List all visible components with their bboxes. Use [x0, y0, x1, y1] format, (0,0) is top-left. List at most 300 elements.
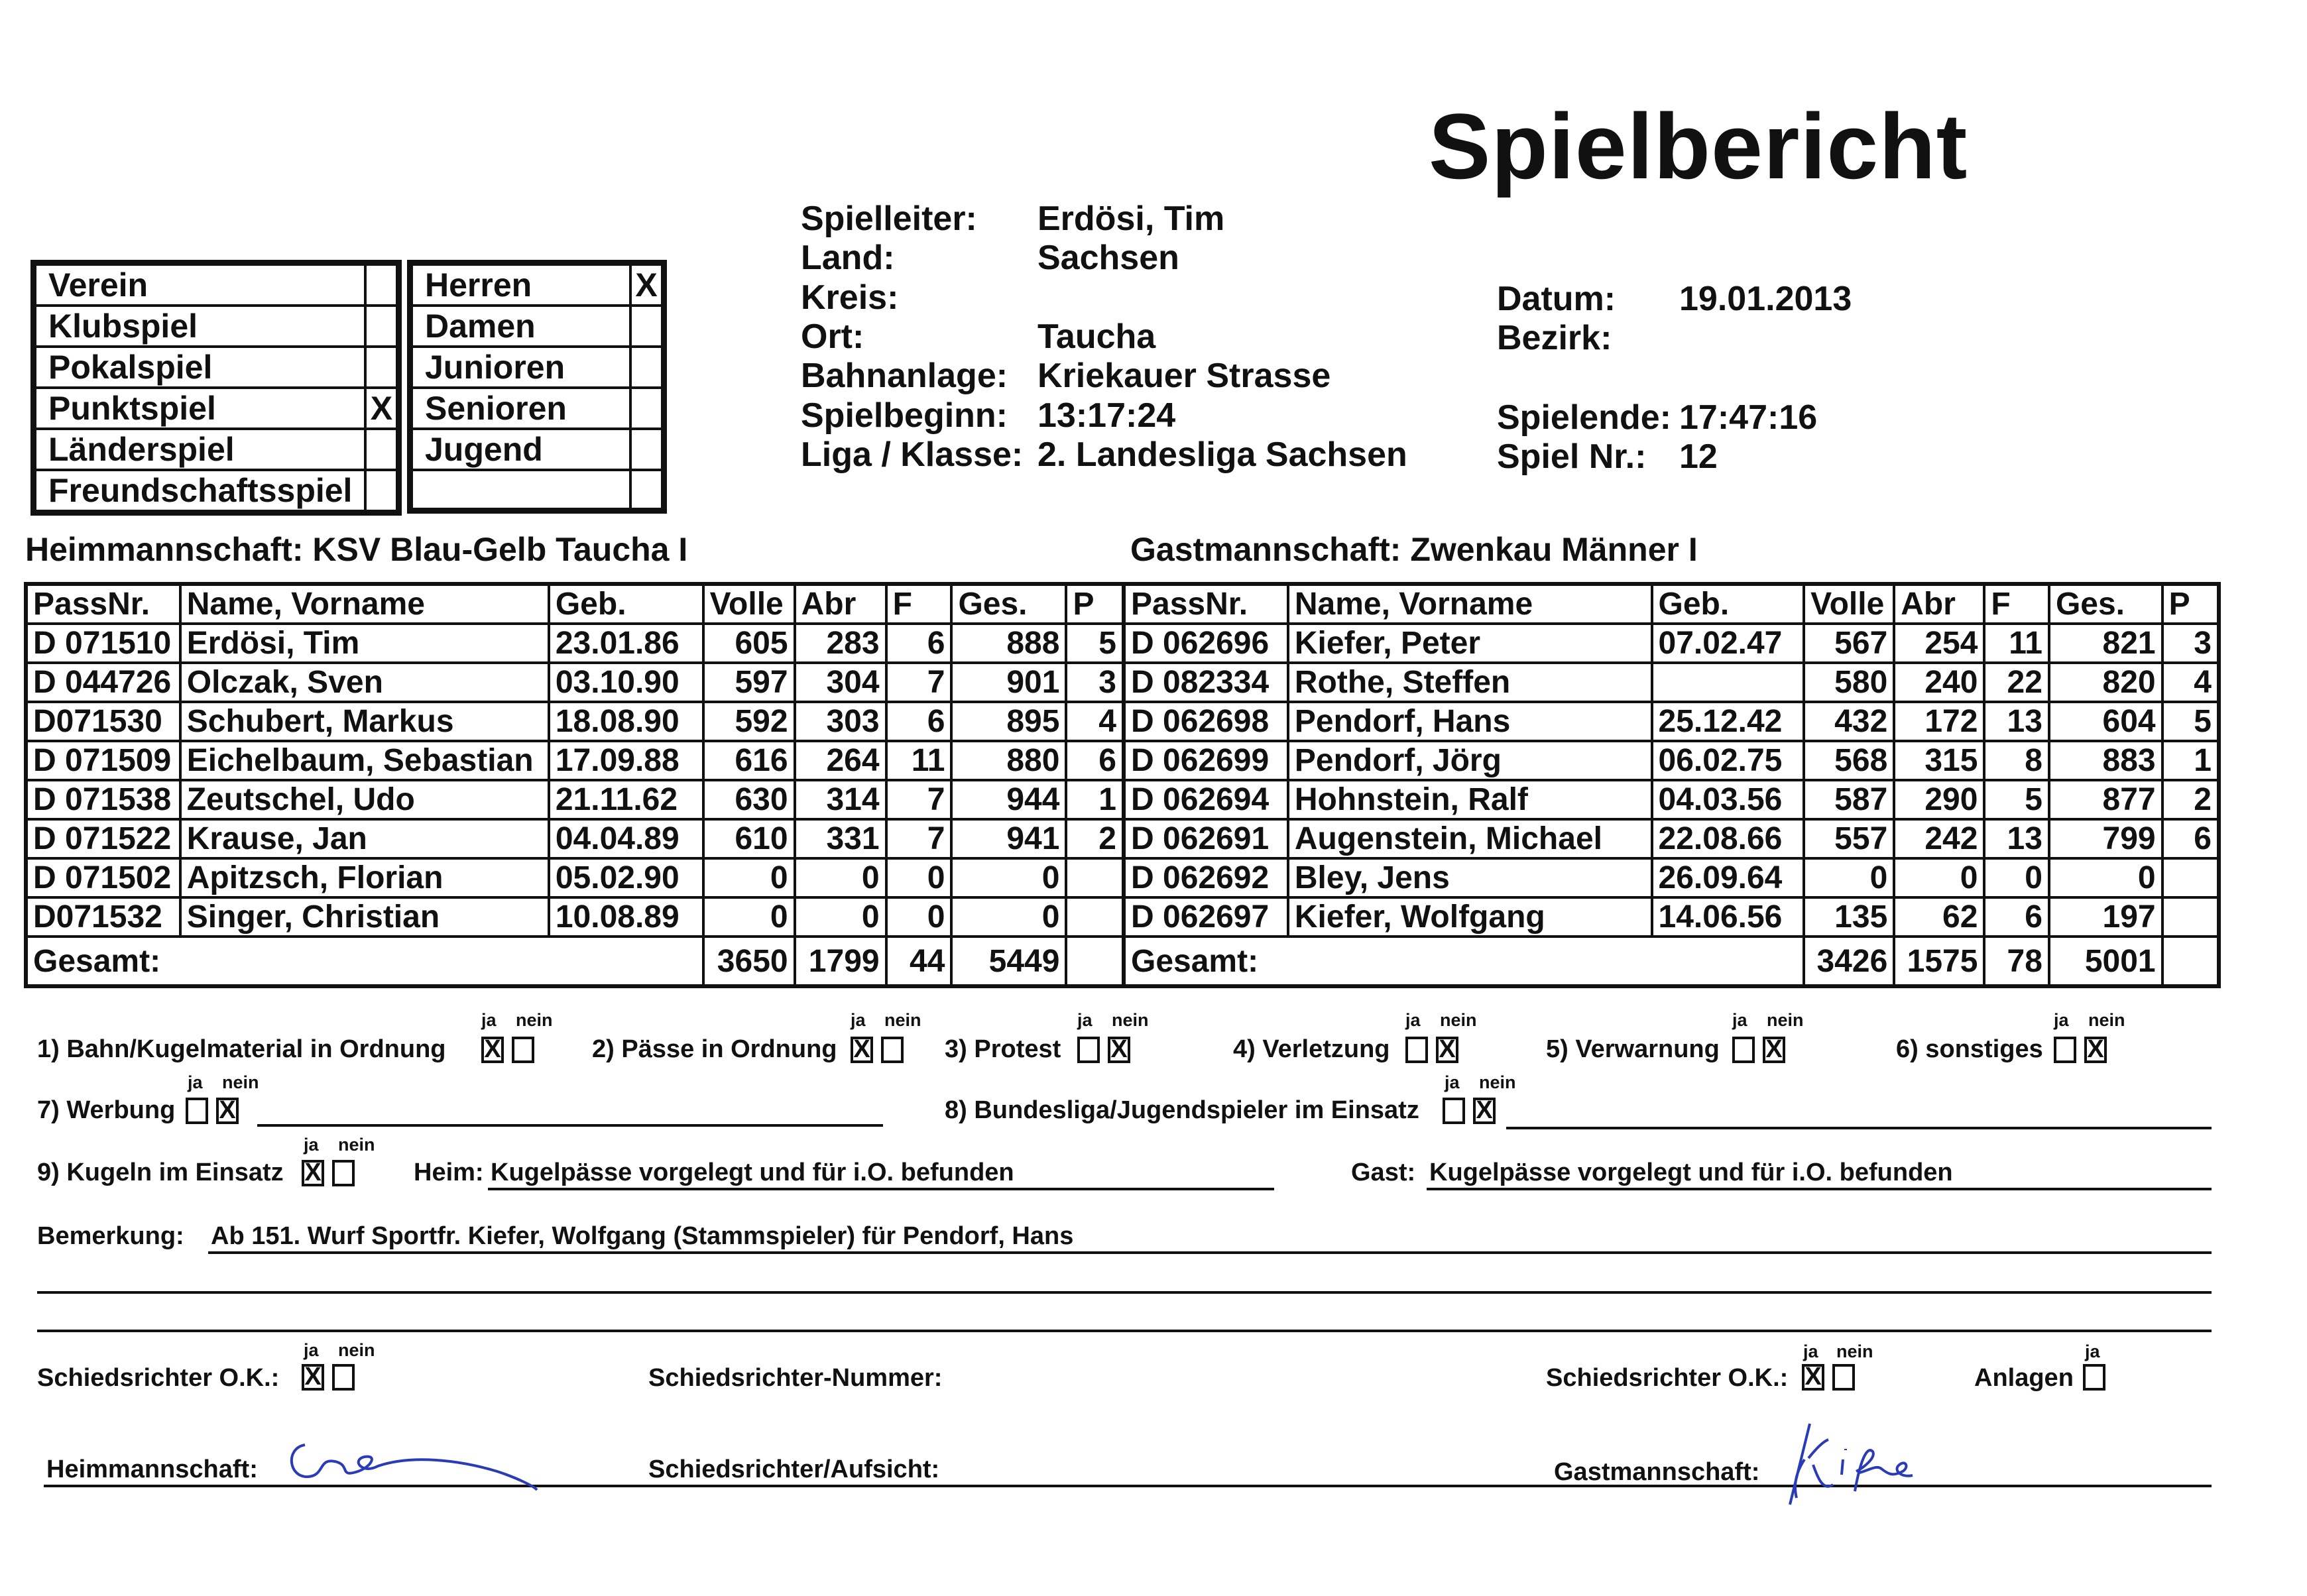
bemerkung-line-2	[37, 1291, 2212, 1294]
home-cell: 05.02.90	[549, 858, 703, 897]
guest-cell: 1	[2162, 741, 2219, 780]
home-column-header: PassNr.	[26, 584, 180, 624]
home-cell: 21.11.62	[549, 780, 703, 819]
home-cell: 0	[886, 897, 952, 937]
guest-column-header: P	[2162, 584, 2219, 624]
home-cell: 880	[951, 741, 1066, 780]
home-cell: D 071502	[26, 858, 180, 897]
category-jugend-mark[interactable]	[630, 429, 662, 470]
guest-cell: 432	[1804, 702, 1894, 741]
gast-line	[1427, 1188, 2212, 1190]
home-cell	[1066, 858, 1124, 897]
guest-cell: 11	[1984, 624, 2049, 663]
datum-value: 19.01.2013	[1679, 280, 1852, 318]
match-type-laenderspiel-mark[interactable]	[365, 429, 397, 470]
bemerkung-text: Ab 151. Wurf Sportfr. Kiefer, Wolfgang (Stammspieler) für Pendorf, Hans	[211, 1222, 1074, 1250]
match-type-klubspiel: Klubspiel	[35, 306, 365, 347]
sr-ok-ja-checkbox[interactable]: X	[302, 1364, 324, 1391]
guest-player-table	[1122, 582, 2221, 988]
ja-label: ja	[304, 1340, 319, 1360]
sr-nummer-label: Schiedsrichter-Nummer:	[648, 1364, 943, 1392]
q9-ja-checkbox[interactable]: X	[302, 1160, 324, 1186]
home-cell: 605	[703, 624, 795, 663]
datum-label: Datum:	[1497, 280, 1616, 318]
ja-label: ja	[1445, 1072, 1460, 1092]
home-cell: 616	[703, 741, 795, 780]
guest-cell: 604	[2049, 702, 2162, 741]
home-cell: 0	[951, 897, 1066, 937]
guest-cell: 2	[2162, 780, 2219, 819]
match-type-klubspiel-mark[interactable]	[365, 306, 397, 347]
guest-column-header: Ges.	[2049, 584, 2162, 624]
home-column-header: Ges.	[951, 584, 1066, 624]
home-cell: 0	[795, 858, 886, 897]
guest-player-row	[1124, 741, 2219, 780]
home-cell: 888	[951, 624, 1066, 663]
liga-label: Liga / Klasse:	[801, 435, 1024, 474]
spielleiter-value: Erdösi, Tim	[1037, 200, 1225, 238]
q8-label: 8) Bundesliga/Jugendspieler im Einsatz	[945, 1096, 1419, 1124]
home-cell: 901	[951, 663, 1066, 702]
home-player-row	[26, 858, 1124, 897]
nein-label: nein	[338, 1135, 375, 1155]
home-player-table	[24, 582, 1126, 988]
guest-cell: 22	[1984, 663, 2049, 702]
home-total-value: 1799	[795, 937, 886, 986]
guest-total-value: 3426	[1804, 937, 1894, 986]
home-cell: 264	[795, 741, 886, 780]
guest-cell: 877	[2049, 780, 2162, 819]
match-type-punktspiel-mark[interactable]: X	[365, 388, 397, 429]
q3-label: 3) Protest	[945, 1035, 1061, 1063]
match-type-box	[30, 260, 402, 516]
home-total-value: 44	[886, 937, 952, 986]
home-cell: 3	[1066, 663, 1124, 702]
ja-label: ja	[1405, 1010, 1421, 1030]
home-cell: 0	[703, 858, 795, 897]
category-herren-mark[interactable]: X	[630, 264, 662, 306]
guest-cell: D 062696	[1124, 624, 1288, 663]
guest-cell: 883	[2049, 741, 2162, 780]
home-cell: 11	[886, 741, 952, 780]
q1-ja-checkbox[interactable]: X	[481, 1037, 504, 1063]
guest-total-label: Gesamt:	[1124, 937, 1804, 986]
home-cell: 03.10.90	[549, 663, 703, 702]
q9-nein-checkbox[interactable]	[332, 1160, 355, 1186]
guest-cell: 0	[1984, 858, 2049, 897]
nein-label: nein	[1767, 1010, 1804, 1030]
q6-label: 6) sonstiges	[1896, 1035, 2043, 1063]
home-cell: 610	[703, 819, 795, 858]
guest-total-value: 78	[1984, 937, 2049, 986]
q7-nein-checkbox[interactable]: X	[216, 1098, 239, 1124]
nein-label: nein	[338, 1340, 375, 1360]
page-title: Spielbericht	[1429, 94, 1968, 198]
category-damen: Damen	[412, 306, 630, 347]
guest-cell: 26.09.64	[1652, 858, 1804, 897]
guest-cell: 0	[2049, 858, 2162, 897]
guest-cell: 290	[1894, 780, 1984, 819]
guest-player-row	[1124, 819, 2219, 858]
home-cell: 6	[886, 702, 952, 741]
home-cell: 1	[1066, 780, 1124, 819]
guest-signature	[1777, 1412, 1962, 1511]
home-cell: D 044726	[26, 663, 180, 702]
home-column-header: P	[1066, 584, 1124, 624]
home-cell: 0	[951, 858, 1066, 897]
home-cell: 592	[703, 702, 795, 741]
home-player-row	[26, 702, 1124, 741]
q9-label: 9) Kugeln im Einsatz	[37, 1159, 284, 1186]
guest-cell: 0	[1894, 858, 1984, 897]
guest-cell: 5	[2162, 702, 2219, 741]
guest-cell: Pendorf, Jörg	[1288, 741, 1652, 780]
guest-column-header: Volle	[1804, 584, 1894, 624]
home-cell: D 071522	[26, 819, 180, 858]
ort-value: Taucha	[1037, 317, 1156, 356]
home-cell: 314	[795, 780, 886, 819]
home-total-row	[26, 937, 1124, 986]
guest-column-header: F	[1984, 584, 2049, 624]
bahnanlage-label: Bahnanlage:	[801, 357, 1008, 395]
guest-cell: 557	[1804, 819, 1894, 858]
spielleiter-label: Spielleiter:	[801, 200, 977, 238]
guest-cell: D 062699	[1124, 741, 1288, 780]
kreis-label: Kreis:	[801, 278, 899, 317]
nein-label: nein	[884, 1010, 921, 1030]
guest-cell: D 082334	[1124, 663, 1288, 702]
ja-label: ja	[2054, 1010, 2069, 1030]
ja-label: ja	[481, 1010, 497, 1030]
guest-column-header: Geb.	[1652, 584, 1804, 624]
match-type-verein: Verein	[35, 264, 365, 306]
guest-cell: Bley, Jens	[1288, 858, 1652, 897]
q2-label: 2) Pässe in Ordnung	[592, 1035, 837, 1063]
q3-ja-checkbox[interactable]	[1077, 1037, 1100, 1063]
guest-cell: 8	[1984, 741, 2049, 780]
category-damen-mark[interactable]	[630, 306, 662, 347]
guest-cell: 254	[1894, 624, 1984, 663]
guest-cell: D 062691	[1124, 819, 1288, 858]
home-cell: 04.04.89	[549, 819, 703, 858]
match-type-freundschaftsspiel: Freundschaftsspiel	[35, 470, 365, 511]
spielbeginn-value: 13:17:24	[1037, 396, 1176, 435]
q2-ja-checkbox[interactable]: X	[851, 1037, 873, 1063]
sr-ok2-nein-checkbox[interactable]	[1832, 1364, 1855, 1391]
home-cell: 23.01.86	[549, 624, 703, 663]
q4-label: 4) Verletzung	[1233, 1035, 1390, 1063]
bezirk-label: Bezirk:	[1497, 319, 1612, 357]
gastmannschaft-sign-label: Gastmannschaft:	[1554, 1458, 1760, 1486]
nein-label: nein	[1112, 1010, 1149, 1030]
home-player-row	[26, 780, 1124, 819]
guest-column-header: Abr	[1894, 584, 1984, 624]
guest-player-row	[1124, 780, 2219, 819]
category-junioren-mark[interactable]	[630, 347, 662, 388]
home-cell: Erdösi, Tim	[180, 624, 549, 663]
guest-cell: Augenstein, Michael	[1288, 819, 1652, 858]
nein-label: nein	[1479, 1072, 1516, 1092]
home-cell: 17.09.88	[549, 741, 703, 780]
home-cell: 2	[1066, 819, 1124, 858]
q1-label: 1) Bahn/Kugelmaterial in Ordnung	[37, 1035, 446, 1063]
home-column-header: Volle	[703, 584, 795, 624]
home-cell: Singer, Christian	[180, 897, 549, 937]
home-cell: D 071538	[26, 780, 180, 819]
home-cell: 0	[886, 858, 952, 897]
home-cell: 0	[703, 897, 795, 937]
guest-cell: 240	[1894, 663, 1984, 702]
nein-label: nein	[2088, 1010, 2125, 1030]
home-player-row	[26, 897, 1124, 937]
liga-value: 2. Landesliga Sachsen	[1037, 435, 1407, 474]
home-cell: D071532	[26, 897, 180, 937]
sr-ok-nein-checkbox[interactable]	[332, 1364, 355, 1391]
bemerkung-line-3	[37, 1330, 2212, 1332]
spielende-label: Spielende:	[1497, 398, 1671, 437]
sr-ok-label: Schiedsrichter O.K.:	[37, 1364, 280, 1392]
home-cell: 10.08.89	[549, 897, 703, 937]
spielnr-label: Spiel Nr.:	[1497, 437, 1647, 476]
guest-cell: 580	[1804, 663, 1894, 702]
guest-cell: Kiefer, Wolfgang	[1288, 897, 1652, 937]
guest-player-row	[1124, 702, 2219, 741]
guest-cell: 0	[1804, 858, 1894, 897]
sr-ok2-label: Schiedsrichter O.K.:	[1546, 1364, 1789, 1392]
aufsicht-sign-label: Schiedsrichter/Aufsicht:	[648, 1455, 940, 1483]
guest-cell: 3	[2162, 624, 2219, 663]
q8-line	[1506, 1127, 2212, 1129]
anlagen-label: Anlagen	[1974, 1364, 2074, 1392]
ort-label: Ort:	[801, 317, 864, 356]
match-type-punktspiel: Punktspiel	[35, 388, 365, 429]
guest-column-header: PassNr.	[1124, 584, 1288, 624]
guest-cell: 5	[1984, 780, 2049, 819]
bemerkung-line-1	[208, 1251, 2212, 1254]
guest-cell: 04.03.56	[1652, 780, 1804, 819]
guest-cell: Kiefer, Peter	[1288, 624, 1652, 663]
home-cell: 0	[795, 897, 886, 937]
q7-label: 7) Werbung	[37, 1096, 176, 1124]
heimmannschaft-sign-label: Heimmannschaft:	[46, 1455, 258, 1483]
nein-label: nein	[1836, 1341, 1873, 1361]
match-type-laenderspiel: Länderspiel	[35, 429, 365, 470]
q5-nein-checkbox[interactable]: X	[1763, 1037, 1785, 1063]
home-cell: Olczak, Sven	[180, 663, 549, 702]
match-type-pokalspiel: Pokalspiel	[35, 347, 365, 388]
home-cell: 630	[703, 780, 795, 819]
q6-ja-checkbox[interactable]	[2054, 1037, 2076, 1063]
q4-ja-checkbox[interactable]	[1405, 1037, 1428, 1063]
guest-cell: 06.02.75	[1652, 741, 1804, 780]
home-cell: D 071510	[26, 624, 180, 663]
home-cell: 7	[886, 819, 952, 858]
home-cell: 5	[1066, 624, 1124, 663]
nein-label: nein	[1440, 1010, 1477, 1030]
q6-nein-checkbox[interactable]: X	[2084, 1037, 2107, 1063]
home-total-label: Gesamt:	[26, 937, 703, 986]
guest-total-row	[1124, 937, 2219, 986]
category-senioren-mark[interactable]	[630, 388, 662, 429]
home-player-row	[26, 741, 1124, 780]
home-cell: 895	[951, 702, 1066, 741]
home-cell: 283	[795, 624, 886, 663]
q3-nein-checkbox[interactable]: X	[1108, 1037, 1130, 1063]
guest-player-row	[1124, 897, 2219, 937]
q7-line	[257, 1124, 883, 1127]
home-cell: Krause, Jan	[180, 819, 549, 858]
home-column-header: Name, Vorname	[180, 584, 549, 624]
nein-label: nein	[516, 1010, 553, 1030]
home-team-label: Heimmannschaft: KSV Blau-Gelb Taucha I	[25, 531, 688, 568]
home-player-row	[26, 624, 1124, 663]
home-column-header: Geb.	[549, 584, 703, 624]
guest-cell: D 062694	[1124, 780, 1288, 819]
guest-cell: 13	[1984, 702, 2049, 741]
ja-label: ja	[851, 1010, 866, 1030]
q8-ja-checkbox[interactable]	[1443, 1098, 1465, 1124]
guest-cell: 197	[2049, 897, 2162, 937]
home-cell: Apitzsch, Florian	[180, 858, 549, 897]
sr-ok2-ja-checkbox[interactable]: X	[1802, 1364, 1824, 1391]
match-type-freundschaftsspiel-mark[interactable]	[365, 470, 397, 511]
guest-total-value: 5001	[2049, 937, 2162, 986]
q1-nein-checkbox[interactable]	[512, 1037, 534, 1063]
nein-label: nein	[222, 1072, 259, 1092]
ja-label: ja	[1077, 1010, 1093, 1030]
home-cell: 4	[1066, 702, 1124, 741]
land-label: Land:	[801, 239, 895, 277]
guest-cell: 242	[1894, 819, 1984, 858]
guest-cell: 4	[2162, 663, 2219, 702]
heim-text: Kugelpässe vorgelegt und für i.O. befunden	[491, 1159, 1014, 1186]
category-jugend: Jugend	[412, 429, 630, 470]
home-column-header: F	[886, 584, 952, 624]
guest-cell	[2162, 858, 2219, 897]
gast-label: Gast:	[1351, 1159, 1416, 1186]
home-total-value: 5449	[951, 937, 1066, 986]
category-blank-mark[interactable]	[630, 470, 662, 509]
ja-label: ja	[304, 1135, 319, 1155]
ja-label: ja	[1803, 1341, 1818, 1361]
category-box	[407, 260, 667, 514]
home-cell: 941	[951, 819, 1066, 858]
guest-cell: D 062697	[1124, 897, 1288, 937]
home-total-value: 3650	[703, 937, 795, 986]
q7-ja-checkbox[interactable]	[186, 1098, 208, 1124]
guest-cell: Rothe, Steffen	[1288, 663, 1652, 702]
match-type-pokalspiel-mark[interactable]	[365, 347, 397, 388]
heim-label: Heim:	[414, 1159, 484, 1186]
home-header-row	[26, 584, 1124, 624]
guest-player-row	[1124, 858, 2219, 897]
home-cell: 7	[886, 780, 952, 819]
guest-cell: 587	[1804, 780, 1894, 819]
guest-cell: 172	[1894, 702, 1984, 741]
home-player-row	[26, 819, 1124, 858]
spielbeginn-label: Spielbeginn:	[801, 396, 1008, 435]
anlagen-ja-checkbox[interactable]	[2083, 1364, 2105, 1391]
guest-cell	[2162, 897, 2219, 937]
guest-player-row	[1124, 624, 2219, 663]
gast-text: Kugelpässe vorgelegt und für i.O. befunden	[1429, 1159, 1953, 1186]
heim-line	[488, 1188, 1274, 1190]
bahnanlage-value: Kriekauer Strasse	[1037, 357, 1331, 395]
guest-cell: 13	[1984, 819, 2049, 858]
guest-cell: 799	[2049, 819, 2162, 858]
home-cell: 7	[886, 663, 952, 702]
category-junioren: Junioren	[412, 347, 630, 388]
guest-cell: 315	[1894, 741, 1984, 780]
spielende-value: 17:47:16	[1679, 398, 1818, 437]
guest-cell: Pendorf, Hans	[1288, 702, 1652, 741]
guest-cell: 821	[2049, 624, 2162, 663]
guest-cell: 568	[1804, 741, 1894, 780]
q2-nein-checkbox[interactable]	[881, 1037, 904, 1063]
home-column-header: Abr	[795, 584, 886, 624]
guest-cell: 14.06.56	[1652, 897, 1804, 937]
home-cell: Schubert, Markus	[180, 702, 549, 741]
guest-cell: D 062692	[1124, 858, 1288, 897]
home-cell: 18.08.90	[549, 702, 703, 741]
ja-label: ja	[2085, 1341, 2100, 1361]
q4-nein-checkbox[interactable]: X	[1436, 1037, 1458, 1063]
guest-cell: 135	[1804, 897, 1894, 937]
guest-column-header: Name, Vorname	[1288, 584, 1652, 624]
q5-label: 5) Verwarnung	[1546, 1035, 1720, 1063]
category-blank	[412, 470, 630, 509]
home-cell: 303	[795, 702, 886, 741]
match-type-verein-mark[interactable]	[365, 264, 397, 306]
q5-ja-checkbox[interactable]	[1732, 1037, 1755, 1063]
guest-cell	[1652, 663, 1804, 702]
category-herren: Herren	[412, 264, 630, 306]
guest-cell: Hohnstein, Ralf	[1288, 780, 1652, 819]
guest-total-value: 1575	[1894, 937, 1984, 986]
home-cell: 331	[795, 819, 886, 858]
guest-cell: 567	[1804, 624, 1894, 663]
guest-player-row	[1124, 663, 2219, 702]
home-cell: 6	[886, 624, 952, 663]
guest-team-label: Gastmannschaft: Zwenkau Männer I	[1130, 531, 1698, 568]
guest-header-row	[1124, 584, 2219, 624]
spielnr-value: 12	[1679, 437, 1718, 476]
ja-label: ja	[1732, 1010, 1747, 1030]
guest-cell: 6	[1984, 897, 2049, 937]
home-cell: Zeutschel, Udo	[180, 780, 549, 819]
guest-cell: D 062698	[1124, 702, 1288, 741]
home-signature	[278, 1425, 557, 1498]
guest-cell: 62	[1894, 897, 1984, 937]
home-cell	[1066, 897, 1124, 937]
guest-cell: 25.12.42	[1652, 702, 1804, 741]
home-cell: 304	[795, 663, 886, 702]
home-total-empty	[1066, 937, 1124, 986]
home-cell: D 071509	[26, 741, 180, 780]
land-value: Sachsen	[1037, 239, 1179, 277]
guest-cell: 6	[2162, 819, 2219, 858]
home-player-row	[26, 663, 1124, 702]
guest-total-empty	[2162, 937, 2219, 986]
guest-cell: 22.08.66	[1652, 819, 1804, 858]
category-senioren: Senioren	[412, 388, 630, 429]
guest-cell: 07.02.47	[1652, 624, 1804, 663]
home-cell: 597	[703, 663, 795, 702]
home-cell: Eichelbaum, Sebastian	[180, 741, 549, 780]
home-cell: 6	[1066, 741, 1124, 780]
home-cell: 944	[951, 780, 1066, 819]
q8-nein-checkbox[interactable]: X	[1473, 1098, 1496, 1124]
